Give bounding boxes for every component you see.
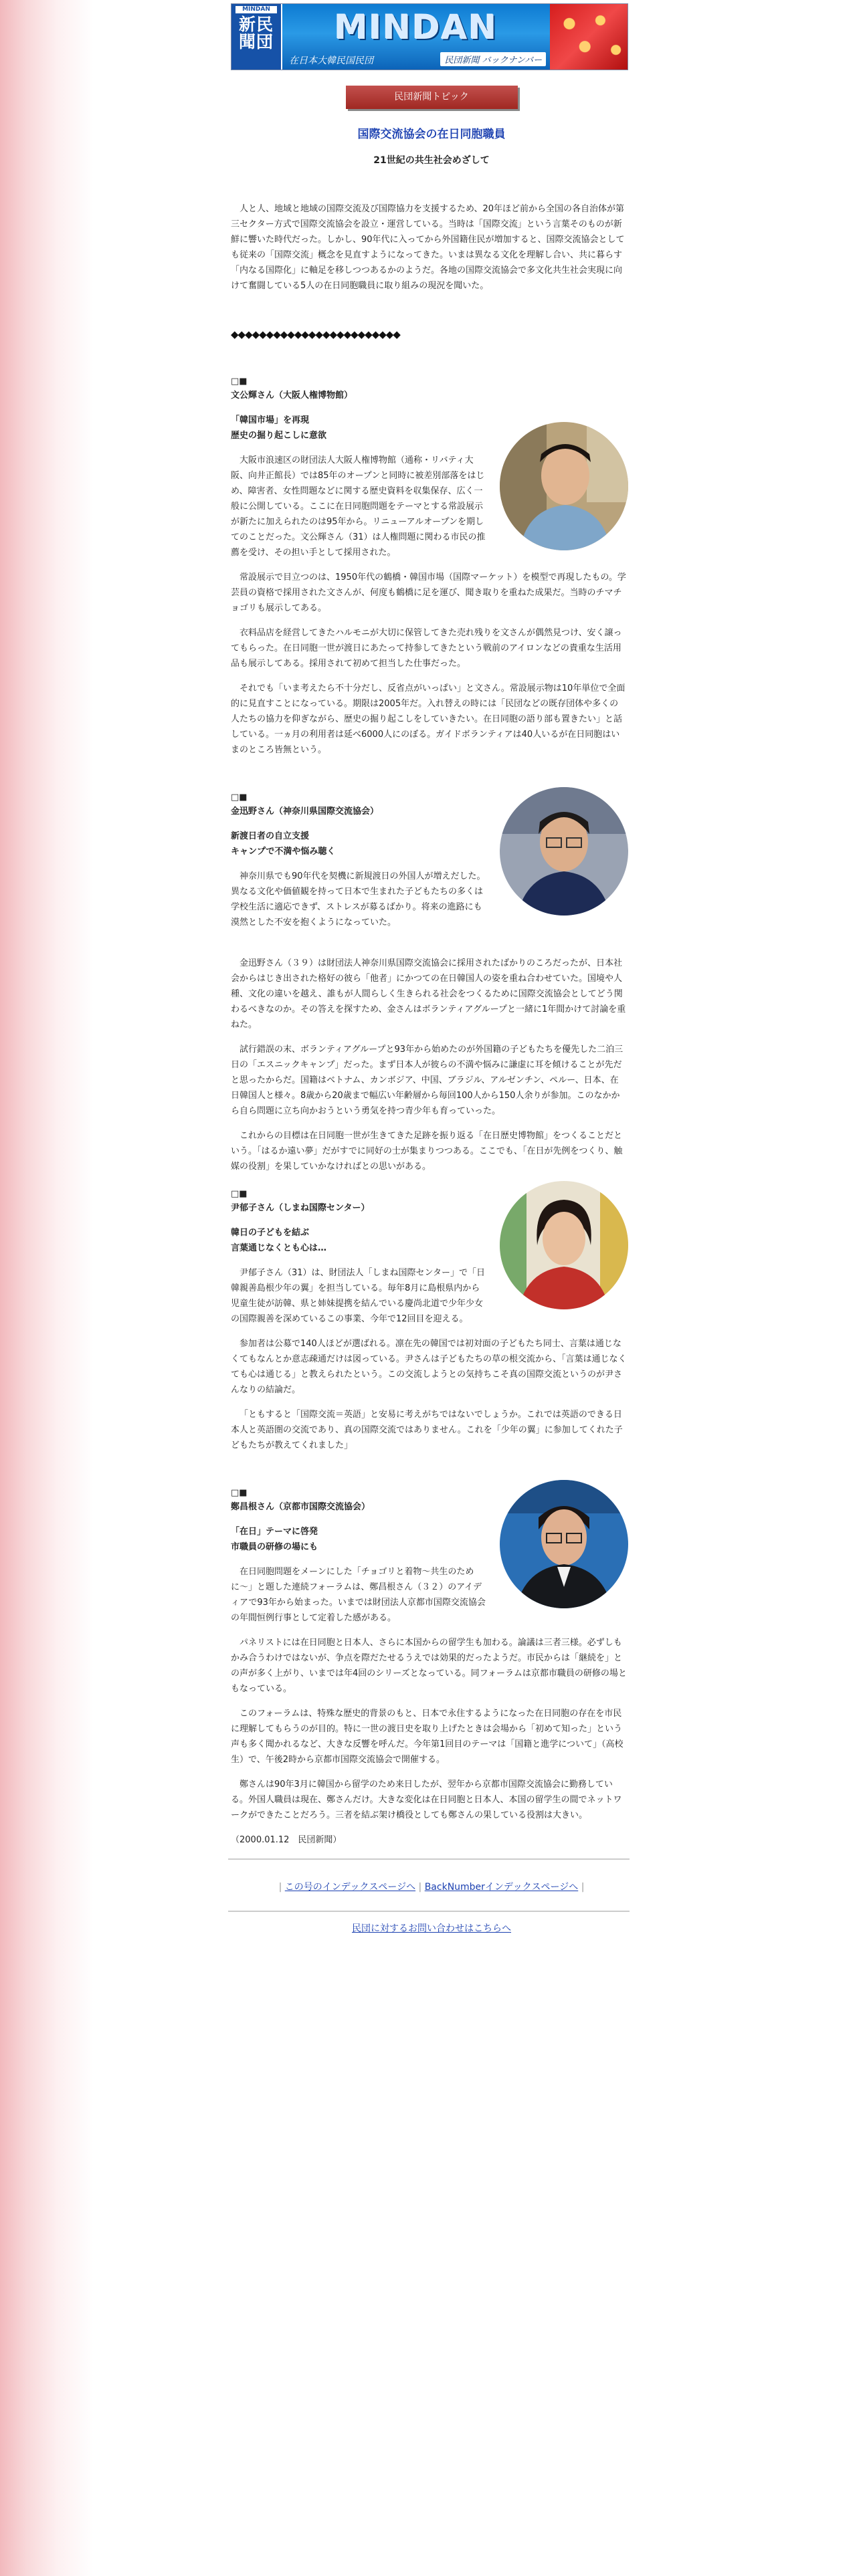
issue-index-link[interactable]: この号のインデックスページへ bbox=[284, 1882, 416, 1893]
topic-button[interactable]: 民団新聞トピック bbox=[346, 86, 518, 109]
profile-paragraph: これからの目標は在日同胞一世が生きてきた足跡を振り返る「在日歴史博物館」をつくることだという。「はるか遠い夢」だがすでに同好の士が集まりつつある。ここでも、「在日が先例をつくり、触媒の役割」を果していかなければとの思いがある。 bbox=[231, 1131, 623, 1172]
profile-name: 文公輝さん（大阪人権博物館） bbox=[231, 391, 353, 401]
section-marker: □■ bbox=[231, 1488, 248, 1498]
profile-paragraph: 大阪市浪速区の財団法人大阪人権博物館（通称・リバティ大阪、向井正館長）では85年のオープンと同時に被差別部落をはじめ、障害者、女性問題などに関する歴史資料を収集保存、広く一般に公開している。ここに在日同胞問題をテーマとする常設展示が新たに加えられたのは95年から。リニューアルオープンを期してのことだった。文公輝さん（31）は人権問題に関わる市民の推薦を受け、その担い手として採用された。 bbox=[231, 455, 486, 558]
profile-subheading: 新渡日者の自立支援 bbox=[231, 831, 310, 841]
link-separator: | bbox=[278, 1882, 282, 1893]
profile-subheading: 「韓国市場」を再現 bbox=[231, 415, 310, 425]
page-container bbox=[231, 0, 632, 1935]
profile-paragraph: 在日同胞問題をメーンにした「チョゴリと着物〜共生のために〜」と題した連続フォーラムは、鄭昌根さん（３２）のアイディアで93年から始まった。いまでは財団法人京都市国際交流協会の年間恒例行事として定着した感がある。 bbox=[231, 1567, 486, 1623]
footer-links bbox=[231, 1880, 632, 1893]
divider-line bbox=[228, 1858, 630, 1860]
masthead-banner[interactable] bbox=[231, 3, 628, 70]
profile-paragraph: パネリストには在日同胞と日本人、さらに本国からの留学生も加わる。論議は三者三様。必ずしもかみ合うわけではないが、争点を際だたせるうえでは効果的だったようだ。市民からは「継続を」との声が多く上がり、いまでは年4回のシリーズとなっている。同フォーラムは京都市職員の研修の場ともなっている。 bbox=[231, 1638, 627, 1694]
masthead-org-name: 在日本大韓民国民団 bbox=[289, 56, 373, 66]
profile-subheading: 言葉通じなくとも心は… bbox=[231, 1243, 327, 1253]
section-marker: □■ bbox=[231, 1189, 248, 1199]
profile-name: 金迅野さん（神奈川県国際交流協会） bbox=[231, 807, 379, 817]
mindan-logo bbox=[231, 4, 281, 70]
portrait-photo bbox=[500, 1480, 628, 1608]
portrait-photo bbox=[500, 422, 628, 550]
link-separator: | bbox=[418, 1882, 422, 1893]
crowd-photo bbox=[550, 4, 628, 70]
profile-subheading: 韓日の子どもを結ぶ bbox=[231, 1228, 310, 1238]
profile-paragraph: 「ともすると「国際交流＝英語」と安易に考えがちではないでしょうか。これでは英語のできる日本人と英語圏の交流であり、真の国際交流ではありません。これを「少年の翼」に参加してくれた子どもたちが教えてくれました」 bbox=[231, 1410, 623, 1451]
article-subheadline: 21世紀の共生社会めざして bbox=[373, 155, 490, 166]
profile-paragraph: 神奈川県でも90年代を契機に新規渡日の外国人が増えだした。異なる文化や価値観を持って日本で生まれた子どもたちの多くは学校生活に適応できず、ストレスが募るばかり。将来の進路にも漠然とした不安を抱くようになっていた。 bbox=[231, 871, 486, 928]
masthead-title: MINDAN bbox=[334, 8, 498, 47]
article-lead: 人と人、地域と地域の国際交流及び国際協力を支援するため、20年ほど前から全国の各自治体が第三セクター方式で国際交流協会を設立・運営している。当時は「国際交流」という言葉そのものが新鮮に響いた時代だった。しかし、90年代に入ってから外国籍住民が増加すると、国際交流協会としても従来の「国際交流」概念を見直すようになってきた。いまは異なる文化を理解し合い、共に暮らす「内なる国際化」に軸足を移しつつあるかのようだ。各地の国際交流協会で多文化共生社会実現に向けて奮闘している5人の在日同胞職員に取り組みの現況を聞いた。 bbox=[231, 204, 625, 291]
logo-characters: 新民 聞団 bbox=[238, 15, 274, 51]
profile-section bbox=[231, 1487, 632, 1823]
link-separator: | bbox=[581, 1882, 585, 1893]
profile-paragraph: このフォーラムは、特殊な歴史的背景のもと、日本で永住するようになった在日同胞の存在を市民に理解してもらうのが目的。特に一世の渡日史を取り上げたときは会場から「初めて知った」という声も多く聞かれるなど、大きな反響を呼んだ。今年第1回目のテーマは「国籍と進学について」（高校生）で、午後2時から京都市国際交流協会で開催する。 bbox=[231, 1709, 624, 1765]
portrait-photo bbox=[500, 787, 628, 916]
logo-caption: MINDAN bbox=[235, 6, 277, 13]
profile-name: 尹郁子さん（しまね国際センター） bbox=[231, 1203, 370, 1213]
article-headline: 国際交流協会の在日同胞職員 bbox=[357, 128, 506, 141]
masthead-title-box bbox=[282, 4, 550, 70]
profile-subheading: キャンプで不満や悩み聴く bbox=[231, 847, 336, 857]
profile-section bbox=[231, 791, 632, 1174]
profile-paragraph: 常設展示で目立つのは、1950年代の鶴橋・韓国市場（国際マーケット）を模型で再現したもの。学芸員の資格で採用された文さんが、何度も鶴橋に足を運び、聞き取りを重ねた成果だ。当時のチマチョゴリも展示してある。 bbox=[231, 572, 626, 613]
contact-link[interactable]: 民団に対するお問い合わせはこちらへ bbox=[352, 1923, 511, 1934]
profile-section bbox=[231, 375, 632, 758]
profile-paragraph: 金迅野さん（３９）は財団法人神奈川県国際交流協会に採用されたばかりのころだったが、日本社会からはじき出された格好の彼ら「他者」にかつての在日韓国人の姿を重ね合わせていた。国境や人種、文化の違いを越え、誰もが人間らしく生きられる社会をつくるために国際交流協会としてどう関わるべきなのか。その答えを探すため、金さんはボランティアグループと一緒に1年間かけて討論を重ねた。 bbox=[231, 958, 626, 1030]
profile-name: 鄭昌根さん（京都市国際交流協会） bbox=[231, 1502, 371, 1512]
profile-section bbox=[231, 1188, 632, 1453]
profile-subheading: 「在日」テーマに啓発 bbox=[231, 1527, 318, 1537]
masthead-backnumber-label: 民団新聞 バックナンバー bbox=[440, 52, 546, 66]
profile-subheading: 歴史の掘り起こしに意欲 bbox=[231, 431, 327, 441]
profile-paragraph: 鄭さんは90年3月に韓国から留学のため来日したが、翌年から京都市国際交流協会に勤務している。外国人職員は現在、鄭さんだけ。大きな変化は在日同胞と日本人、本国の留学生の間でネットワークができたことだろう。三者を結ぶ架け橋役としても鄭さんの果している役割は大きい。 bbox=[231, 1780, 622, 1820]
profile-paragraph: 試行錯誤の末、ボランティアグループと93年から始めたのが外国籍の子どもたちを優先した二泊三日の「エスニックキャンプ」だった。まず日本人が彼らの不満や悩みに謙虚に耳を傾けることが先だと思ったからだ。国籍はベトナム、カンボジア、中国、ブラジル、アルゼンチン、ペルー、日本、在日韓国人と様々。8歳から20歳まで幅広い年齢層から毎回100人から150人余りが参加。このなかから自ら問題に立ち向かおうという勇気を持つ青少年も育っていった。 bbox=[231, 1045, 624, 1116]
profile-paragraph: それでも「いま考えたら不十分だし、反省点がいっぱい」と文さん。常設展示物は10年単位で全面的に見直すことになっている。期限は2005年だ。入れ替えの時には「民団などの既存団体や多くの人たちの協力を仰ぎながら、歴史の掘り起こしをしていきたい。在日同胞の語り部も置きたい」と話している。一ヵ月の利用者は延べ6000人にのぼる。ガイドボランティアは40人いるが在日同胞はいまのところ皆無という。 bbox=[231, 683, 626, 755]
divider-line bbox=[228, 1911, 630, 1912]
section-marker: □■ bbox=[231, 792, 248, 802]
profile-paragraph: 参加者は公募で140人ほどが選ばれる。凛在先の韓国では初対面の子どもたち同士、言葉は通じなくてもなんとか意志疎通だけは図っている。尹さんは子どもたちの草の根交流から、「言葉は通じなくても心は通じる」と教えられたという。この交流しようとの気持ちこそ真の国際交流というのが尹さんなりの結論だ。 bbox=[231, 1339, 627, 1395]
publication-date: （2000.01.12 民団新聞） bbox=[231, 1835, 342, 1845]
profile-paragraph: 尹郁子さん（31）は、財団法人「しまね国際センター」で「日韓親善島根少年の翼」を担当している。毎年8月に島根県内から児童生徒が訪韓、県と姉妹提携を結んでいる慶尚北道で少年少女の国際親善を深めているこの事業、今年で12回目を迎える。 bbox=[231, 1268, 486, 1324]
portrait-photo bbox=[500, 1181, 628, 1309]
profile-paragraph: 衣料品店を経営してきたハルモニが大切に保管してきた売れ残りを文さんが偶然見つけ、安く譲ってもらった。在日同胞一世が渡日にあたって持参してきたという戦前のアイロンなどの貴重な生活用品も展示してある。採用されて初めて担当した仕事だった。 bbox=[231, 628, 622, 669]
section-marker: □■ bbox=[231, 377, 248, 387]
profile-subheading: 市職員の研修の場にも bbox=[231, 1542, 318, 1552]
diamond-divider: ◆◆◆◆◆◆◆◆◆◆◆◆◆◆◆◆◆◆◆◆◆◆◆◆ bbox=[231, 328, 400, 340]
backnumber-index-link[interactable]: BackNumberインデックスページへ bbox=[424, 1882, 579, 1893]
